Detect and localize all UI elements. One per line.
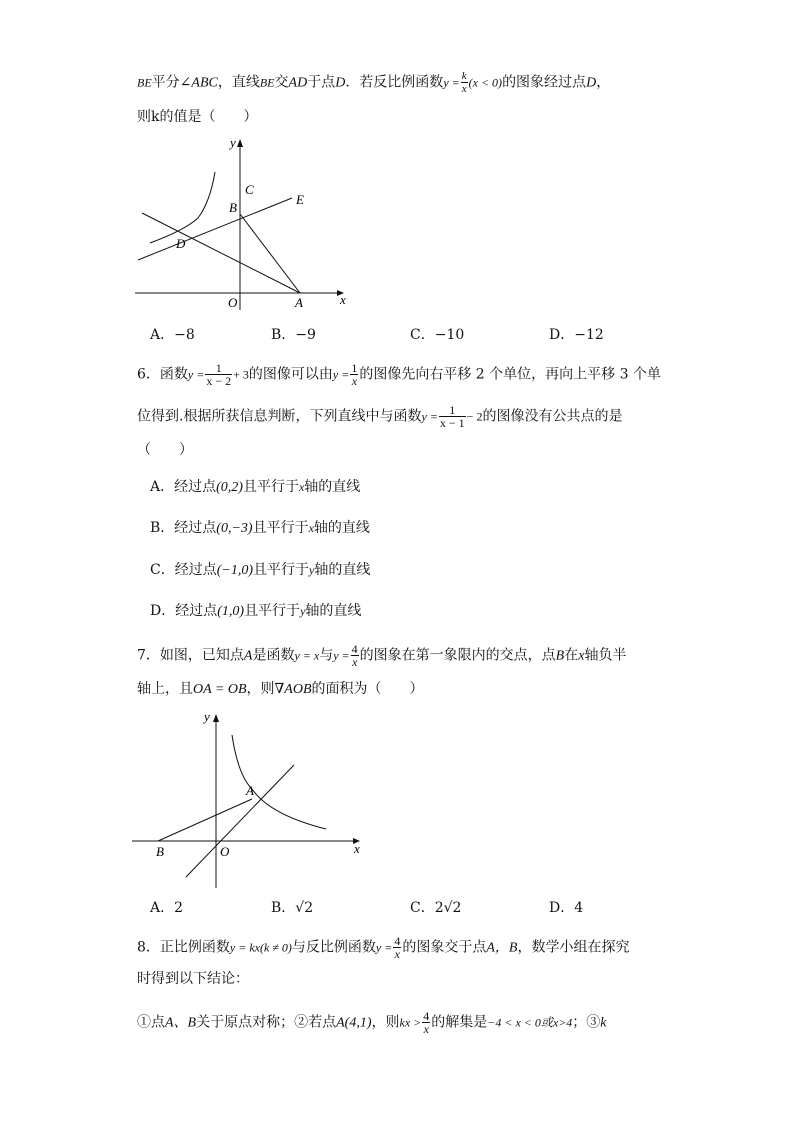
text: 且平行于 (252, 520, 309, 536)
label-b: B (229, 200, 237, 215)
text: 轴的直线 (305, 603, 362, 619)
q7-option-d[interactable]: D．4 (549, 900, 584, 916)
text-oa-ob: OA = OB (193, 682, 247, 697)
text-angle-abc: ∠ABC (179, 75, 218, 91)
q8-line1 (137, 935, 629, 960)
text: 轴的直线 (313, 520, 370, 536)
q7-line2 (137, 679, 424, 700)
text: B．经过点 (150, 520, 217, 536)
text: 的解集是 (431, 1014, 488, 1031)
frac-num: 4 (394, 934, 401, 948)
label-y: y (230, 135, 236, 150)
q5-option-d[interactable]: D．−12 (549, 327, 604, 343)
text: ．若反比例函数 (345, 74, 444, 91)
fraction-k-over-x (461, 70, 468, 95)
text-ab: A、B (165, 1015, 197, 1031)
label-o: O (228, 295, 238, 310)
text: 的图象交于点 (402, 939, 487, 956)
text-y-eq: y = (443, 75, 460, 90)
label-c: C (245, 182, 254, 197)
y-axis-arrow (213, 714, 219, 722)
frac-num: 1 (351, 361, 358, 375)
text: ， (596, 74, 611, 91)
text-ab: A，B (486, 940, 518, 956)
fraction-1-over-x-2 (205, 362, 232, 387)
text-d: D (335, 75, 346, 91)
frac-num: k (461, 70, 467, 82)
label-y: y (204, 709, 210, 724)
q5-line1 (137, 70, 610, 95)
label-b: B (156, 844, 164, 859)
text-axis: y (309, 563, 315, 577)
label-d: D (176, 236, 186, 251)
text: A．经过点 (150, 479, 217, 495)
fraction-1-over-x-1 (439, 404, 466, 429)
text-triangle-aob: ∇AOB (274, 682, 312, 697)
frac-den: x (352, 655, 358, 669)
text-y-eq: y = (333, 648, 350, 663)
text: 的图像没有公共点的是 (482, 408, 623, 425)
text: 且平行于 (244, 603, 301, 619)
text: 位得到.根据所获信息判断，下列直线中与函数 (137, 408, 422, 425)
text: 与 (319, 647, 334, 664)
q7-option-a[interactable]: A．2 (150, 900, 184, 916)
text-minus-2: − 2 (466, 409, 483, 424)
text-be: BE (137, 75, 152, 90)
label-a: A (246, 783, 254, 798)
text: ，直线 (217, 74, 260, 91)
q8-line3 (137, 1010, 607, 1035)
text: ，数学小组在探究 (517, 939, 630, 956)
text: 的图象在第一象限内的交点，点 (359, 647, 556, 664)
text: ，则 (246, 681, 275, 697)
segment-ba (158, 799, 252, 841)
text: ；③ (572, 1014, 601, 1031)
text: ，则 (371, 1014, 400, 1031)
text: 交 (274, 74, 289, 91)
text-y-eq: y = (421, 409, 438, 424)
q5-option-a[interactable]: A．−8 (150, 327, 195, 343)
q5-line2: 则k的值是（ ） (137, 109, 258, 125)
y-axis-arrow (237, 139, 243, 147)
q7-figure (130, 705, 370, 895)
segment-ab (240, 214, 300, 293)
text: 轴上，且 (137, 681, 193, 697)
frac-den: x (394, 947, 400, 961)
text-x: x (578, 648, 585, 664)
text-condition: (x < 0) (468, 75, 503, 90)
q6-option-c[interactable] (150, 560, 370, 581)
text: 与反比例函数 (291, 939, 376, 956)
text: 轴的直线 (304, 479, 361, 495)
text: 是函数 (252, 647, 295, 664)
hyperbola-curve (150, 172, 215, 243)
fraction-4-over-x (393, 935, 401, 960)
label-x: x (354, 841, 360, 856)
label-a: A (295, 295, 303, 310)
q7-option-c[interactable]: C．2√2 (410, 900, 462, 916)
frac-den: x − 2 (206, 374, 232, 388)
text: 的图像可以由 (248, 366, 333, 383)
text: 且平行于 (242, 479, 299, 495)
text-be: BE (259, 75, 275, 90)
frac-num: 1 (205, 362, 232, 375)
frac-num: 1 (439, 404, 466, 417)
text-point-a: A(4,1) (336, 1015, 372, 1031)
text: 轴的直线 (314, 562, 371, 578)
q5-figure (130, 130, 360, 315)
text-solution-set: −4 < x < 0或x>4 (487, 1015, 573, 1030)
text-b: B (555, 648, 565, 664)
text-axis: y (300, 604, 306, 618)
text: 的图像先向右平移 2 个单位，再向上平移 3 个单 (359, 366, 661, 383)
frac-den: x (423, 1022, 429, 1036)
text-point: (0,−3) (216, 521, 253, 536)
fraction-4-over-x-ineq (422, 1010, 430, 1035)
text-y-eq: y = (375, 940, 393, 955)
text-axis: x (298, 480, 305, 494)
q6-option-b[interactable] (150, 518, 370, 539)
q6-option-a[interactable] (150, 477, 360, 498)
text-y-eq: y = (187, 367, 205, 382)
text: C．经过点 (150, 562, 217, 578)
label-e: E (296, 192, 304, 207)
text: 6．函数 (137, 366, 188, 383)
text: 于点 (307, 74, 336, 91)
text-plus-3: + 3 (233, 367, 249, 382)
q6-line1 (137, 362, 661, 387)
text-point: (0,2) (216, 480, 243, 495)
text: 7．如图，已知点 (137, 647, 244, 664)
text-point: (−1,0) (216, 563, 253, 578)
text-a: A (243, 648, 253, 664)
frac-num: 4 (423, 1009, 430, 1023)
text: ①点 (137, 1014, 165, 1031)
q6-option-d[interactable] (150, 601, 361, 622)
frac-den: x (461, 83, 467, 95)
text-y-eq-x: y = x (294, 648, 320, 663)
q7-option-b[interactable]: B．√2 (271, 900, 314, 916)
text: 轴负半 (584, 647, 627, 664)
text-kx-gt: kx > (399, 1015, 422, 1030)
q5-option-b[interactable]: B．−9 (271, 327, 316, 343)
text: 在 (564, 647, 579, 664)
text: 关于原点对称；②若点 (196, 1014, 337, 1031)
text-point: (1,0) (217, 604, 245, 619)
text-d: D (586, 75, 597, 91)
text-y-eq-kx: y = kx(k ≠ 0) (229, 940, 292, 955)
fraction-1-over-x (350, 362, 358, 387)
frac-num: 4 (351, 642, 358, 656)
q6-line2 (137, 404, 622, 429)
text: 平分 (151, 74, 180, 91)
text: 8．正比例函数 (137, 939, 230, 956)
text: 的面积为（ ） (311, 681, 424, 697)
label-x: x (340, 292, 346, 307)
text: 的图象经过点 (502, 74, 587, 91)
q5-option-c[interactable]: C．−10 (410, 327, 465, 343)
text-axis: x (308, 521, 314, 535)
text: D．经过点 (150, 603, 218, 619)
text-y-eq: y = (332, 367, 350, 382)
text-ad: AD (288, 75, 308, 91)
text-k: k (600, 1015, 607, 1031)
frac-den: x − 1 (439, 416, 465, 430)
frac-den: x (351, 374, 358, 388)
fraction-4-over-x (351, 643, 359, 668)
q6-line3: （ ） (137, 442, 193, 458)
text: 且平行于 (253, 562, 309, 578)
line-ad (142, 213, 300, 293)
q8-line2: 时得到以下结论： (137, 971, 249, 987)
label-o: O (220, 844, 230, 859)
line-be (138, 198, 292, 260)
q7-line1 (137, 643, 626, 668)
